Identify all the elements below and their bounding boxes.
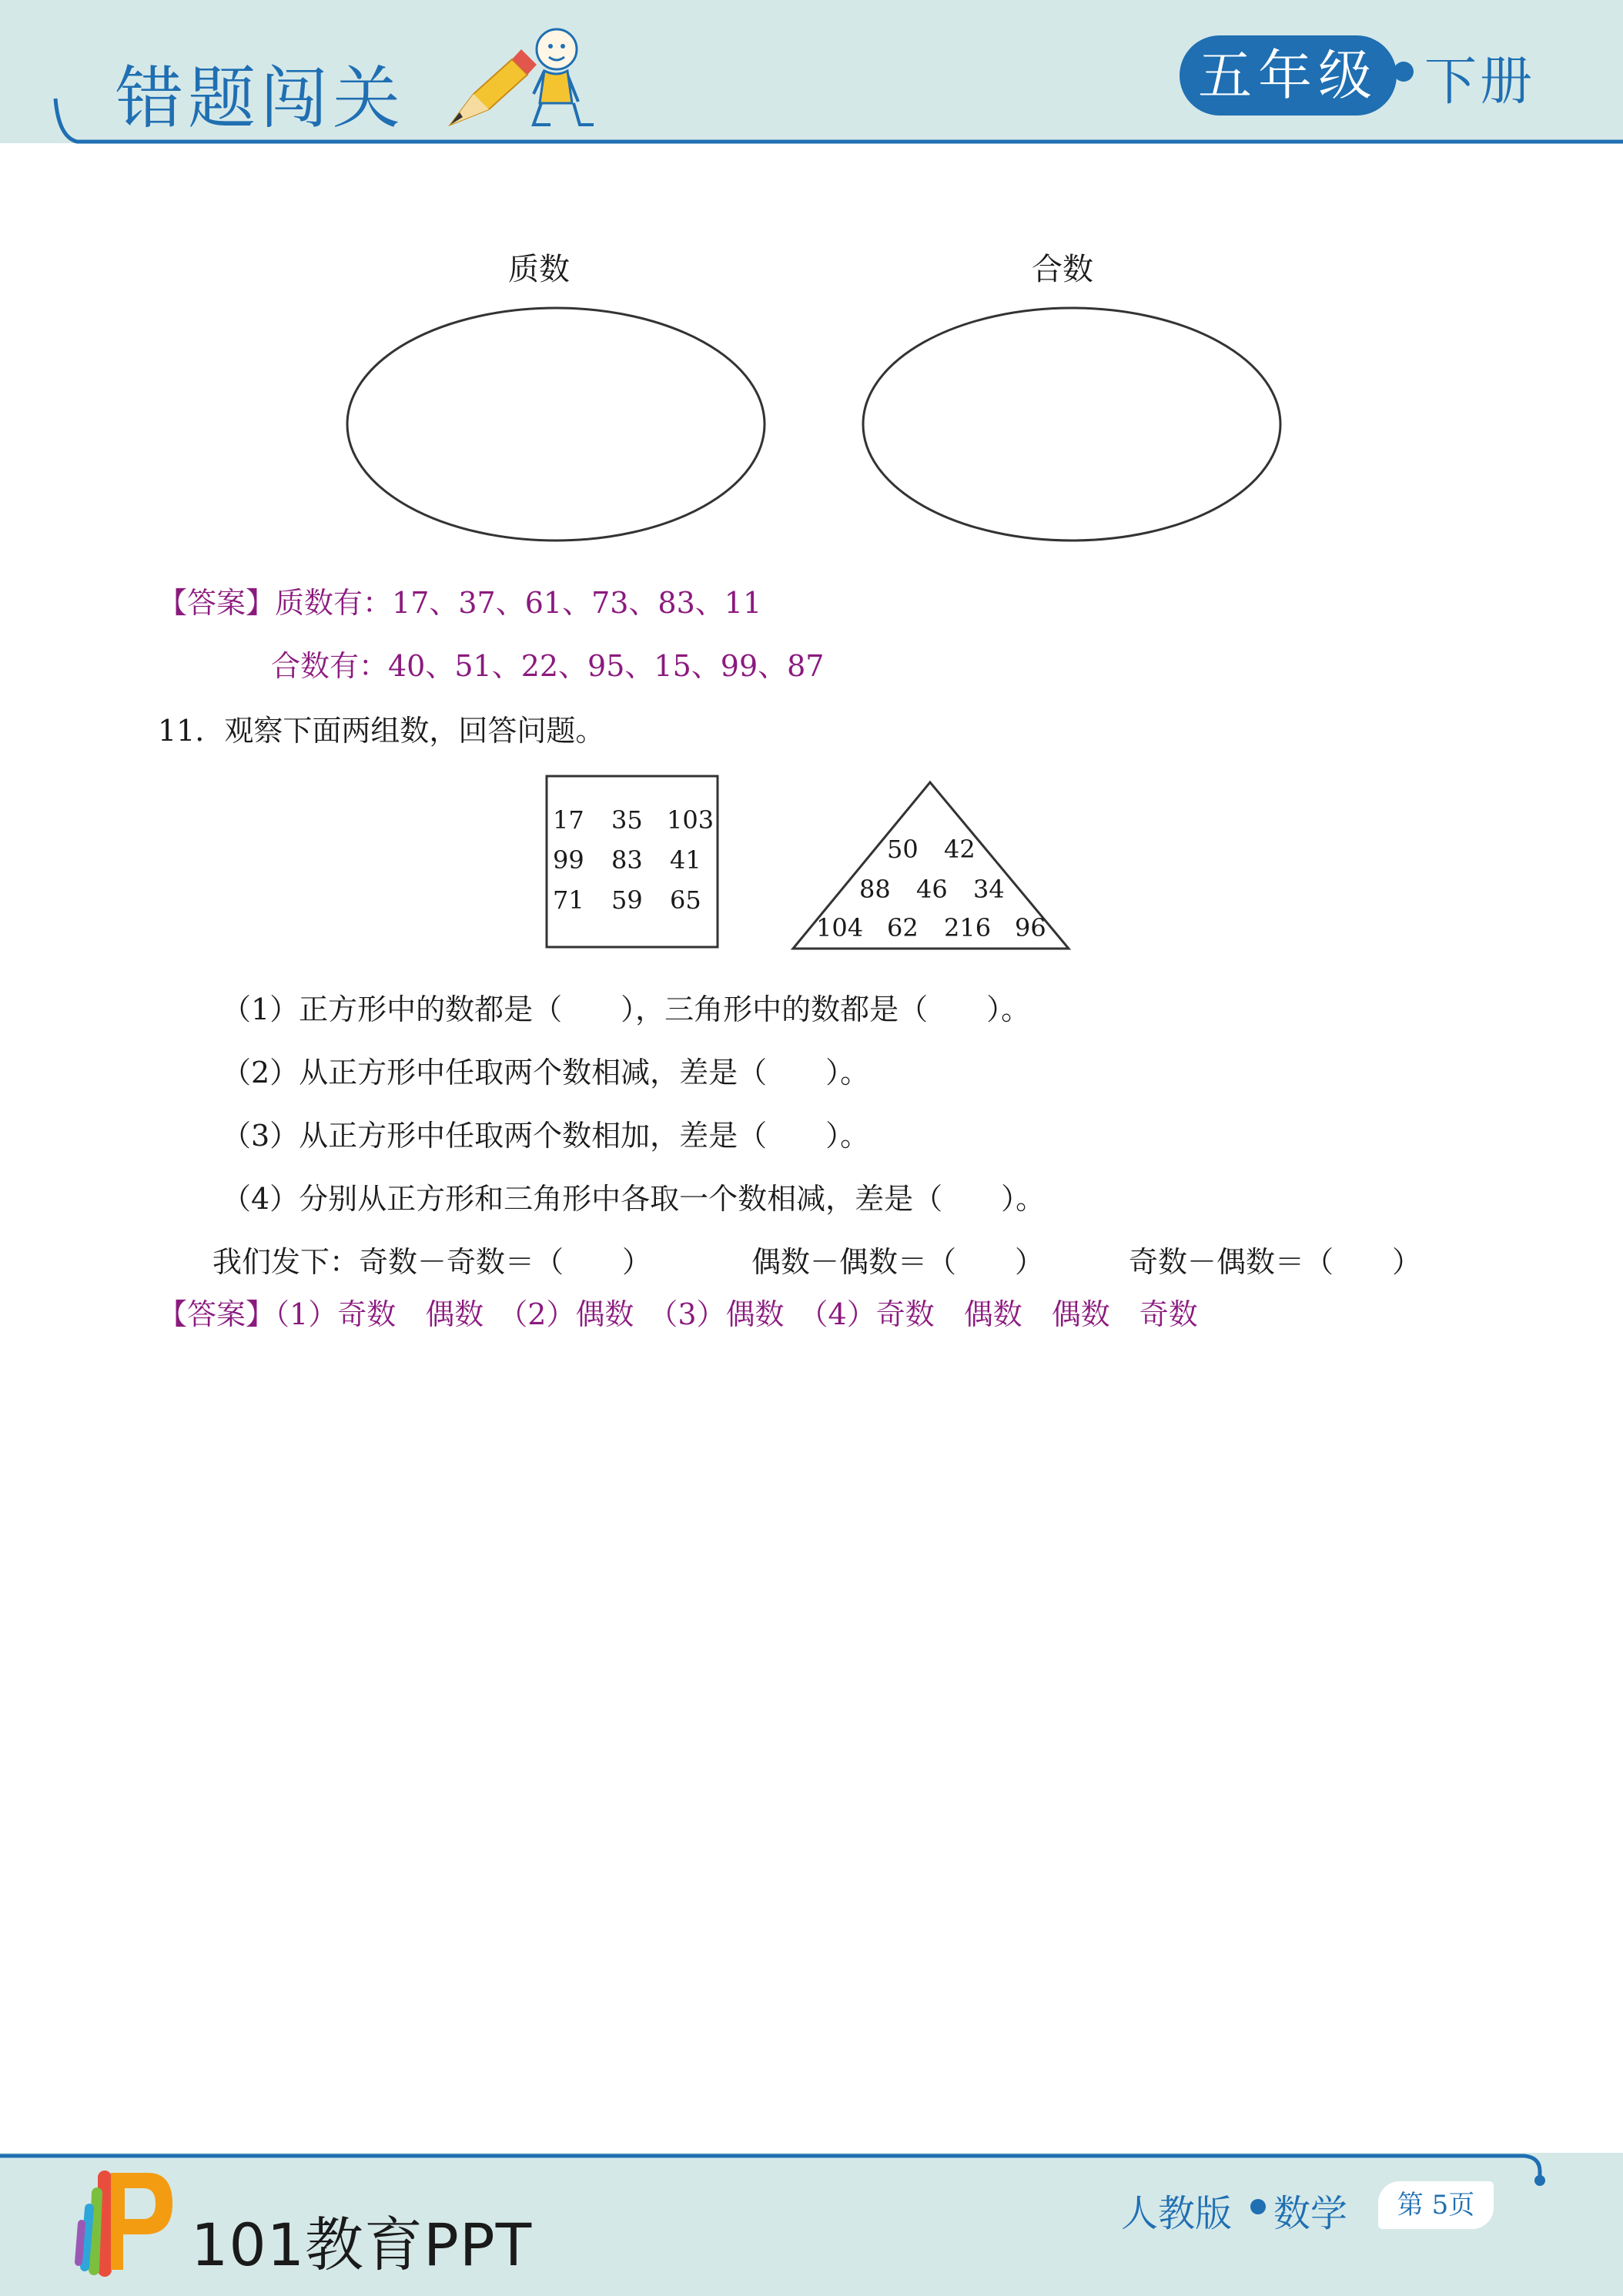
triangle-number: 104 <box>816 913 864 942</box>
triangle-number: 62 <box>887 913 919 942</box>
grade-separator-dot <box>1394 62 1414 82</box>
prime-ellipse <box>347 308 765 541</box>
prime-label: 质数 <box>508 252 570 287</box>
answer-11-text: （1）奇数 偶数 （2）偶数 （3）偶数 （4）奇数 偶数 偶数 奇数 <box>275 1297 1198 1331</box>
square-number: 17 <box>553 805 584 835</box>
square-number: 65 <box>670 885 701 915</box>
answer-tag: 【答案】 <box>158 586 276 620</box>
question-11-part-3: （3）从正方形中任取两个数相加，差是（ ）。 <box>222 1119 870 1153</box>
brand-name: 101教育PPT <box>191 2211 533 2279</box>
composite-label: 合数 <box>1032 252 1093 287</box>
triangle-number: 34 <box>973 875 1005 904</box>
square-number: 71 <box>553 885 584 915</box>
answer-composites: 合数有：40、51、22、95、15、99、87 <box>271 649 825 683</box>
publisher-label: 人教版 <box>1121 2192 1233 2235</box>
header-title: 错题闯关 <box>115 59 406 138</box>
triangle-number: 50 <box>887 835 919 864</box>
pencil-mascot-icon <box>443 17 597 132</box>
discovery-odd-minus-even: 奇数－偶数＝（ ） <box>1129 1245 1422 1279</box>
question-11-part-4: （4）分别从正方形和三角形中各取一个数相减，差是（ ）。 <box>222 1182 1046 1216</box>
square-number: 35 <box>611 805 643 835</box>
triangle-number: 42 <box>944 835 975 864</box>
square-number: 83 <box>611 845 643 875</box>
square-number: 99 <box>553 845 584 875</box>
square-number: 103 <box>667 805 714 835</box>
brand-logo-icon <box>74 2162 182 2278</box>
triangle-number: 88 <box>859 875 891 904</box>
triangle-number: 96 <box>1015 913 1046 942</box>
triangle-number: 46 <box>916 875 948 904</box>
question-11-stem: 11．观察下面两组数，回答问题。 <box>158 714 605 748</box>
triangle-number: 216 <box>944 913 992 942</box>
composite-ellipse <box>863 308 1280 541</box>
question-11-part-1: （1）正方形中的数都是（ ），三角形中的数都是（ ）。 <box>222 992 1031 1026</box>
venn-ellipses <box>0 293 1623 554</box>
footer-separator-dot <box>1250 2199 1266 2214</box>
discovery-even-minus-even: 偶数－偶数＝（ ） <box>751 1245 1045 1279</box>
square-number: 59 <box>611 885 643 915</box>
grade-badge: 五年级 <box>1180 35 1397 115</box>
discovery-odd-minus-odd: 我们发下：奇数－奇数＝（ ） <box>212 1245 652 1279</box>
volume-label: 下册 <box>1424 52 1536 112</box>
answer-primes: 质数有：17、37、61、73、83、11 <box>275 586 762 620</box>
answer-11 <box>158 1290 1198 1333</box>
answer-10-line1 <box>158 579 761 621</box>
answer-tag: 【答案】 <box>158 1297 276 1331</box>
footer-topline <box>0 2140 1623 2187</box>
page-number: 第 5页 <box>1378 2181 1494 2229</box>
square-number: 41 <box>670 845 701 875</box>
question-11-part-2: （2）从正方形中任取两个数相减，差是（ ）。 <box>222 1056 870 1089</box>
subject-label: 数学 <box>1273 2192 1348 2235</box>
